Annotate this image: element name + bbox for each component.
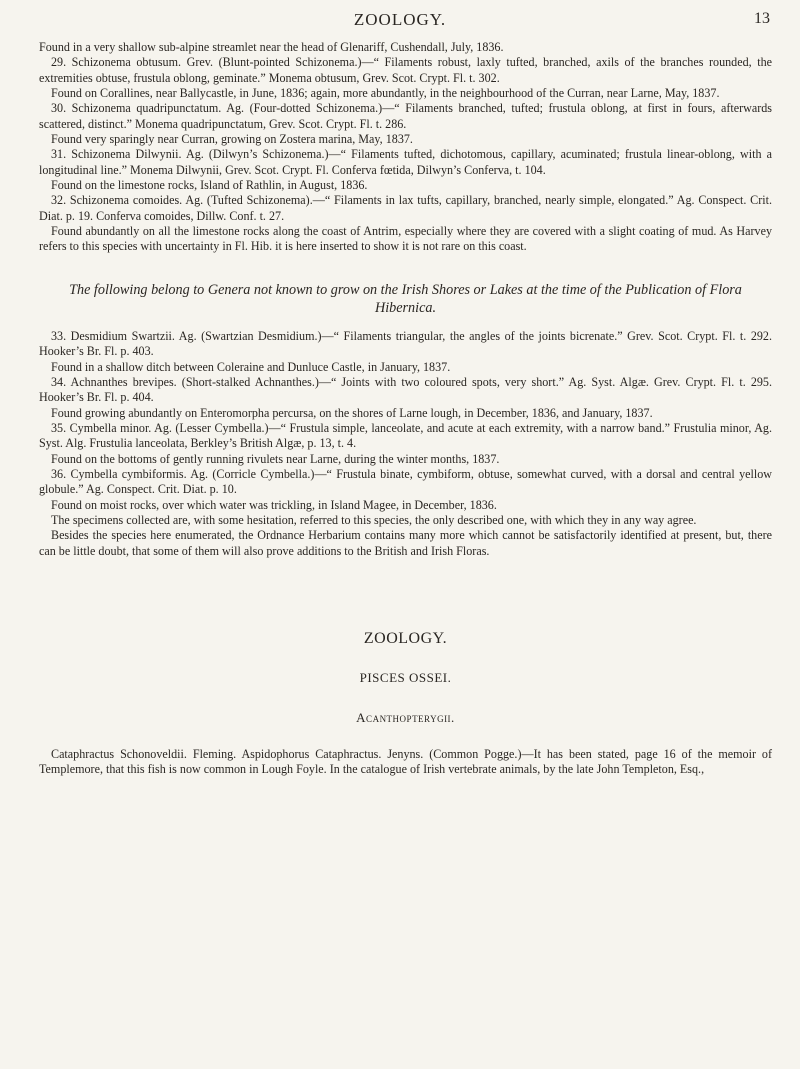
paragraph: Found very sparingly near Curran, growing on Zostera marina, May, 1837. [51,132,413,147]
paragraph: 32. Schizonema comoides. Ag. (Tufted Schizonema).—“ Filaments in lax tufts, capillary, branched, nearly simple, elongated.” Ag. Conspect. Crit. Diat. p. 19. Conferva comoides, Dillw. Conf. t. 27. [39,193,772,223]
paragraph: Found abundantly on all the limestone rocks along the coast of Antrim, especially where they are covered with a slight coating of mud. As Harvey refers to this species with uncertainty in Fl. Hib. it is here inserted to show it is not rare on this coast. [39,224,772,254]
paragraph: 29. Schizonema obtusum. Grev. (Blunt-pointed Schizonema.)—“ Filaments robust, laxly tufted, branched, axils of the branches rounded, the extremities obtuse, frustula oblong, geminate.” Monema obtusum, Grev. Scot. Crypt. Fl. t. 302. [39,55,772,85]
paragraph: Besides the species here enumerated, the Ordnance Herbarium contains many more which cannot be satisfactorily identified at present, but, there can be little doubt, that some of them will also prove additions to the British and Irish Floras. [39,528,772,558]
section-heading: The following belong to Genera not known to grow on the Irish Shores or Lakes at the time of the Publication of Flora Hibernica. [69,281,742,316]
paragraph: The specimens collected are, with some hesitation, referred to this species, the only described one, with which they in any way agree. [51,512,697,527]
running-head [0,4,800,32]
paragraph: Found on moist rocks, over which water was trickling, in Island Magee, in December, 1836. [51,497,497,512]
pisces-heading: PISCES OSSEI. [359,670,452,686]
paragraph: Found growing abundantly on Enteromorpha percursa, on the shores of Larne lough, in December, 1836, and January, 1837. [51,405,653,420]
paragraph: Found on Corallines, near Ballycastle, in June, 1836; again, more abundantly, in the neighbourhood of the Curran, near Larne, May, 1837. [51,86,720,101]
running-title: ZOOLOGY. [353,10,447,29]
acanthopterygii-heading: Acanthopterygii. [356,709,455,725]
paragraph: Found in a very shallow sub-alpine streamlet near the head of Glenariff, Cushendall, July, 1836. [39,40,504,54]
paragraph: 35. Cymbella minor. Ag. (Lesser Cymbella.)—“ Frustula simple, lanceolate, and acute at each extremity, with a narrow band.” Frustulia minor, Ag. Syst. Alg. Frustulia lanceolata, Berkley’s British Algæ, p. 13, t. 4. [39,420,772,451]
zoology-heading: ZOOLOGY. [363,629,448,647]
page-number: 13 [754,10,770,27]
paragraph: 36. Cymbella cymbiformis. Ag. (Corricle Cymbella.)—“ Frustula binate, cymbiform, obtuse, somewhat curved, with a dorsal and central yellow globule.” Ag. Conspect. Crit. Diat. p. 10. [39,466,772,497]
paragraph: 34. Achnanthes brevipes. (Short-stalked Achnanthes.)—“ Joints with two coloured spots, very short.” Ag. Syst. Algæ. Grev. Crypt. Fl. t. 295. Hooker’s Br. Fl. p. 404. [39,374,772,405]
paragraph: 31. Schizonema Dilwynii. Ag. (Dilwyn’s Schizonema.)—“ Filaments tufted, dichotomous, capillary, acuminated; frustula linear-oblong, with a longitudinal line.” Monema Dilwynii, Grev. Scot. Crypt. Fl. Conferva fœtida, Dilwyn’s Conferva, t. 104. [39,147,772,177]
paragraph: Found in a shallow ditch between Coleraine and Dunluce Castle, in January, 1837. [51,359,451,374]
body-text [39,40,772,778]
paragraph: Cataphractus Schonoveldii. Fleming. Aspidophorus Cataphractus. Jenyns. (Common Pogge.)—It has been stated, page 16 of the memoir of Templemore, that this fish is now common in Lough Foyle. In the catalogue of Irish vertebrate animals, by the late John Templeton, Esq., [39,747,772,777]
paragraph: 33. Desmidium Swartzii. Ag. (Swartzian Desmidium.)—“ Filaments triangular, the angles of the joints bicrenate.” Grev. Scot. Crypt. Fl. t. 292. Hooker’s Br. Fl. p. 403. [39,328,772,359]
paragraph: Found on the limestone rocks, Island of Rathlin, in August, 1836. [51,178,368,193]
paragraph: Found on the bottoms of gently running rivulets near Larne, during the winter months, 1837. [51,451,500,466]
paragraph: 30. Schizonema quadripunctatum. Ag. (Four-dotted Schizonema.)—“ Filaments branched, tufted; frustula oblong, at first in fours, afterwards scattered, distinct.” Monema quadripunctatum, Grev. Scot. Crypt. Fl. t. 286. [39,101,772,131]
